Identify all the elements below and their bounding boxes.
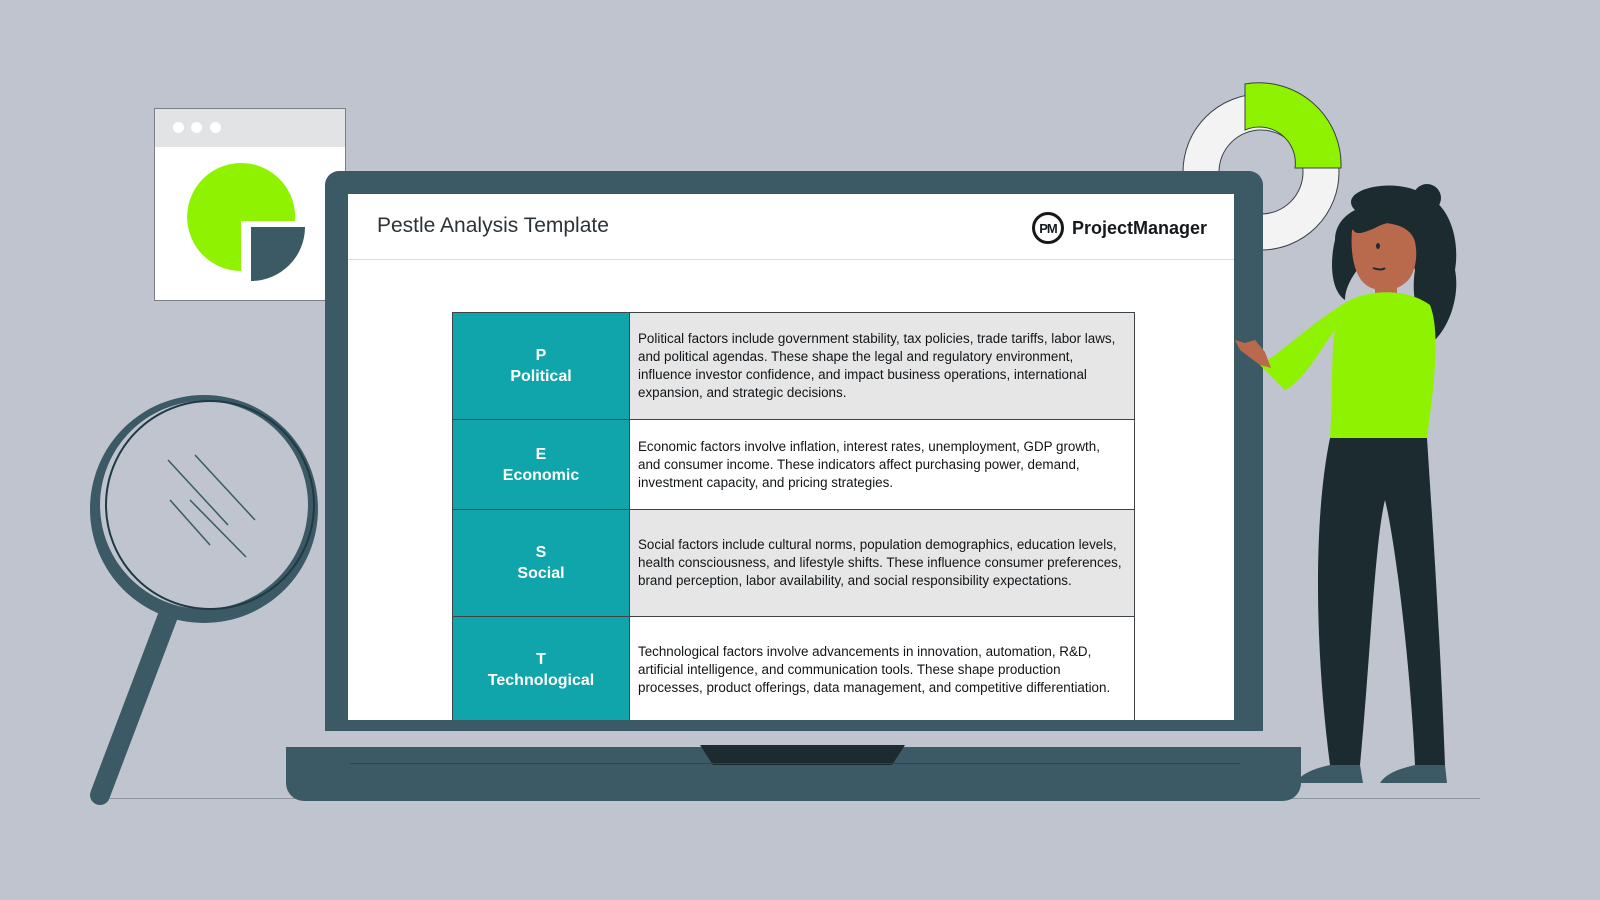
factor-cell bbox=[453, 617, 630, 721]
window-dot bbox=[173, 122, 184, 133]
table-row-political bbox=[453, 313, 1135, 420]
factor-letter: S bbox=[535, 544, 547, 561]
factor-description: Social factors include cultural norms, population demographics, education levels, health consciousness, and lifestyle shifts. These influence consumer preferences, brand perception, labor availability, and social responsibility expectations. bbox=[630, 510, 1135, 617]
magnifying-glass-icon bbox=[80, 385, 340, 805]
factor-cell bbox=[453, 313, 630, 420]
browser-title-bar bbox=[155, 109, 345, 147]
donut-highlight-segment bbox=[1245, 83, 1341, 168]
person-pointing-illustration bbox=[1235, 180, 1495, 805]
table-row-economic bbox=[453, 420, 1135, 510]
factor-description: Technological factors involve advancements in innovation, automation, R&D, artificial intelligence, and communication tools. These shape production processes, product offerings, data management, and competitive differentiation. bbox=[630, 617, 1135, 721]
factor-letter: P bbox=[535, 347, 547, 364]
brand-logo[interactable] bbox=[1032, 210, 1207, 246]
laptop-base-line bbox=[350, 763, 1240, 764]
factor-name: Social bbox=[517, 565, 565, 582]
page-title: Pestle Analysis Template bbox=[377, 214, 609, 237]
factor-name: Political bbox=[510, 368, 572, 385]
factor-name: Economic bbox=[502, 466, 580, 484]
factor-description: Economic factors involve inflation, interest rates, unemployment, GDP growth, and consumer income. These indicators affect purchasing power, demand, investment capacity, and pricing strategies. bbox=[630, 420, 1135, 510]
laptop-screen bbox=[348, 194, 1234, 720]
pestle-table bbox=[452, 312, 1135, 720]
table-row-social bbox=[453, 510, 1135, 617]
window-dot bbox=[210, 122, 221, 133]
projectmanager-logo-icon: PM bbox=[1032, 212, 1064, 244]
factor-letter: T bbox=[536, 651, 546, 668]
app-header bbox=[348, 194, 1234, 260]
factor-letter: E bbox=[535, 445, 547, 463]
browser-window-icon bbox=[154, 108, 346, 301]
factor-cell bbox=[453, 420, 630, 510]
pie-slice-small bbox=[251, 227, 305, 281]
factor-name: Technological bbox=[487, 672, 595, 689]
factor-cell bbox=[453, 510, 630, 617]
window-dot bbox=[191, 122, 202, 133]
table-row-technological bbox=[453, 617, 1135, 721]
brand-name: ProjectManager bbox=[1071, 217, 1207, 238]
pie-chart-icon bbox=[185, 159, 315, 284]
factor-description: Political factors include government stability, tax policies, trade tariffs, labor laws, and political agendas. These shape the legal and regulatory environment, influence investor confidence, and impact business operations, international expansion, and strategic decisions. bbox=[630, 313, 1135, 420]
